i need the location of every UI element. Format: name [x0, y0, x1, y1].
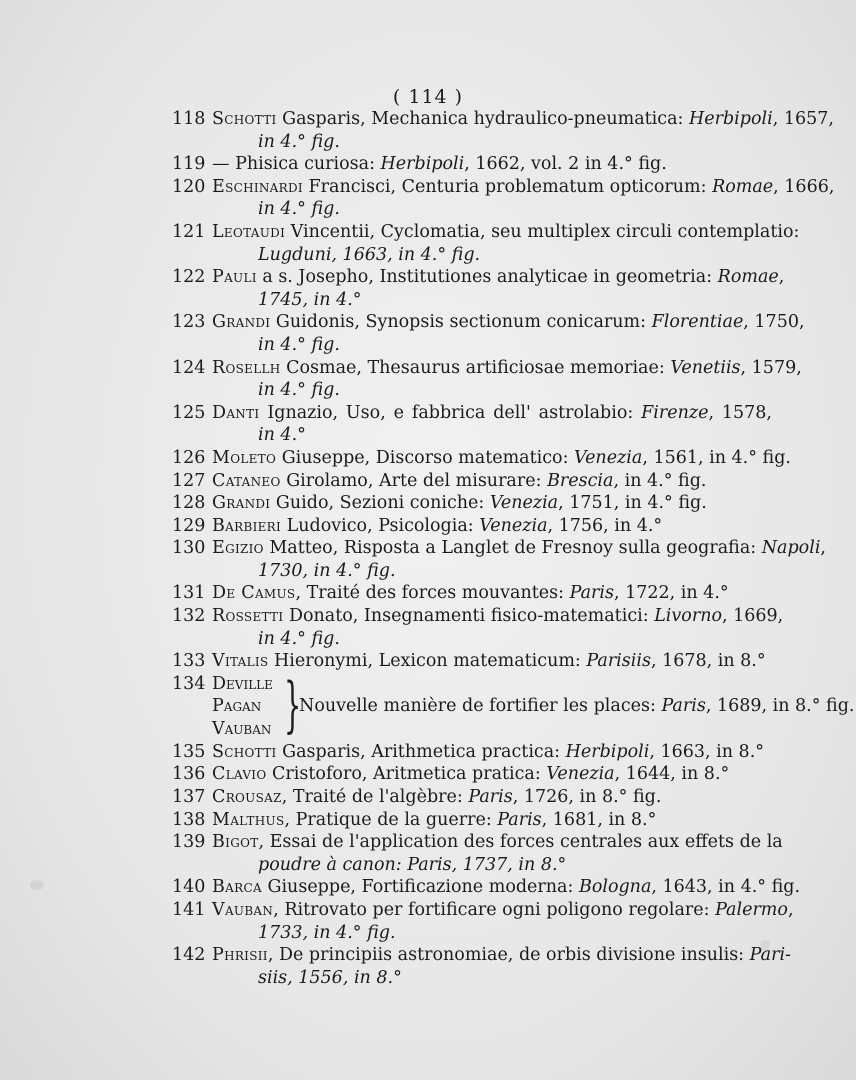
entry-place: Pari- — [749, 945, 791, 966]
entry-author: Vauban — [212, 900, 274, 920]
entry-imprint: , 1662, vol. 2 in 4.° fig. — [464, 154, 667, 175]
entry-author: Deville — [212, 673, 273, 694]
entry-title: Cosmae, Thesaurus artificiosae memoriae: — [280, 357, 671, 378]
entry-number: 122 — [172, 267, 206, 288]
entry-line — [212, 582, 772, 605]
entry-author: Schotti — [212, 109, 277, 129]
entry-title: Cristoforo, Aritmetica pratica: — [266, 764, 547, 785]
entry-imprint: , 1578, — [708, 402, 772, 423]
entry-line — [212, 537, 826, 560]
entry-line — [212, 447, 791, 470]
entry-place: Parisiis — [586, 651, 651, 672]
entry-title: Ludovico, Psicologia: — [281, 515, 480, 536]
entry-author: Schotti — [212, 741, 277, 762]
entry-place: Livorno — [654, 606, 722, 627]
entry-line — [212, 786, 772, 809]
catalogue-entry — [172, 470, 772, 493]
entry-place: Paris — [468, 787, 513, 808]
entry-number: 135 — [172, 741, 206, 762]
entry-title: Giuseppe, Discorso matematico: — [276, 447, 575, 468]
entry-line — [212, 809, 772, 832]
entry-line — [212, 266, 785, 289]
entry-place: Venezia — [489, 493, 559, 514]
entry-author: Malthus — [212, 809, 285, 830]
catalogue-entry — [172, 447, 791, 470]
entry-place: Bologna — [578, 877, 652, 898]
entry-line — [212, 899, 794, 922]
brace-glyph: } — [284, 669, 302, 740]
entry-author: Clavio — [212, 764, 267, 785]
catalogue-entry-group — [172, 669, 855, 741]
entry-author: Barbieri — [212, 515, 282, 536]
catalogue-entry — [172, 899, 794, 944]
entry-imprint: , 1756, in 4.° — [547, 515, 663, 536]
entry-author: Pauli — [212, 267, 257, 288]
entry-place: Paris — [661, 695, 706, 716]
entry-title: , Traité de l'algèbre: — [281, 787, 469, 808]
entry-author: Rosellh — [212, 357, 281, 378]
catalogue-entry — [172, 537, 826, 582]
catalogue-entry — [172, 650, 772, 673]
entry-imprint: , 1726, in 8.° fig. — [512, 787, 662, 808]
entry-line — [212, 311, 805, 334]
entry-line — [212, 831, 783, 854]
entry-number: 118 — [172, 109, 206, 129]
entry-number: 142 — [172, 945, 206, 966]
entry-number: 141 — [172, 900, 206, 920]
catalogue-entry — [172, 786, 772, 809]
entry-continuation: Lugduni, 1663, in 4.° fig. — [258, 244, 481, 265]
entry-author: Grandi — [212, 493, 271, 514]
entry-imprint: , 1657, — [772, 109, 834, 129]
entry-author: Eschinardi — [212, 176, 303, 197]
catalogue-entries — [172, 108, 855, 989]
entry-number: 139 — [172, 832, 206, 853]
group-authors — [212, 673, 273, 741]
entry-number: 134 — [172, 673, 206, 694]
entry-title: Gasparis, Mechanica hydraulico-pneumatica: — [276, 109, 689, 129]
entry-imprint: , 1561, in 4.° fig. — [642, 447, 791, 468]
entry-line — [212, 763, 772, 786]
entry-place: Napoli — [761, 538, 821, 559]
entry-title: Donato, Insegnamenti fisico-matematici: — [283, 606, 655, 627]
group-title — [299, 695, 854, 718]
entry-place: Firenze — [641, 402, 709, 423]
entry-imprint: , — [787, 900, 794, 920]
entry-author: Crousaz — [212, 787, 282, 808]
catalogue-entry — [172, 311, 805, 356]
entry-imprint: , 1678, in 8.° — [650, 651, 766, 672]
entry-continuation: in 4.° — [258, 425, 306, 446]
entry-place: Romae — [717, 267, 779, 288]
entry-imprint: , 1681, in 8.° — [541, 809, 657, 830]
entries-block-1 — [172, 108, 835, 673]
catalogue-entry — [172, 582, 772, 605]
entry-continuation: 1733, in 4.° fig. — [258, 922, 396, 943]
entry-number: 120 — [172, 176, 206, 197]
catalogue-entry — [172, 944, 791, 989]
entry-author: Egizio — [212, 538, 264, 559]
entry-title: Girolamo, Arte del misurare: — [280, 470, 548, 491]
entry-title: — Phisica curiosa: — [212, 154, 381, 175]
entry-title: Francisci, Centuria problematum opticorum: — [302, 176, 713, 197]
entry-continuation: 1730, in 4.° fig. — [258, 560, 396, 581]
catalogue-entry — [172, 492, 772, 515]
entry-number: 128 — [172, 493, 206, 514]
entry-author: Grandi — [212, 312, 271, 333]
catalogue-entry — [172, 741, 772, 764]
entry-continuation: in 4.° fig. — [258, 334, 340, 355]
entry-title: Matteo, Risposta a Langlet de Fresnoy sulla geografia: — [263, 538, 762, 559]
entry-author: Phrisii — [212, 945, 268, 966]
entry-place: Herbipoli — [380, 154, 465, 175]
entry-title: Vincentii, Cyclomatia, seu multiplex circuli contemplatio: — [285, 221, 800, 242]
entry-imprint: , 1722, in 4.° — [613, 583, 729, 604]
entry-title: , Pratique de la guerre: — [284, 809, 498, 830]
entry-place: Florentiae — [651, 312, 744, 333]
entry-place: Paris — [497, 809, 542, 830]
entry-title: Giuseppe, Fortificazione moderna: — [261, 877, 579, 898]
entry-number: 131 — [172, 583, 206, 604]
entry-number: 136 — [172, 764, 206, 785]
page-number: ( 114 ) — [392, 86, 464, 108]
entry-title: a s. Josepho, Institutiones analyticae in geometria: — [256, 267, 718, 288]
entry-title: Hieronymi, Lexicon matematicum: — [268, 651, 587, 672]
entry-number: 133 — [172, 651, 206, 672]
catalogue-entry — [172, 605, 784, 650]
entry-imprint: , 1689, in 8.° fig. — [705, 695, 855, 716]
entry-number: 129 — [172, 515, 206, 536]
entry-line — [212, 492, 772, 515]
entry-number: 137 — [172, 787, 206, 808]
entry-place: Venezia — [546, 764, 615, 785]
entry-author: De Camus — [212, 583, 296, 604]
entries-block-2 — [172, 741, 801, 990]
entry-line — [212, 108, 834, 131]
catalogue-entry — [172, 266, 785, 311]
entry-continuation: 1745, in 4.° — [258, 289, 362, 310]
entry-line — [212, 221, 800, 244]
entry-title: Nouvelle manière de fortifier les places: — [299, 695, 662, 716]
entry-imprint: , 1643, in 4.° fig. — [651, 877, 801, 898]
entry-imprint: , in 4.° fig. — [613, 470, 707, 491]
entry-title: Ignazio, Uso, e fabbrica dell' astrolabio: — [259, 402, 642, 423]
entry-imprint: , 1750, — [743, 312, 805, 333]
catalogue-entry — [172, 763, 772, 786]
catalogue-entry — [172, 809, 772, 832]
entry-imprint: , — [820, 538, 826, 559]
catalogue-entry — [172, 402, 772, 447]
entry-imprint: , 1644, in 8.° — [614, 764, 730, 785]
entry-line — [212, 357, 802, 380]
entry-line — [212, 176, 835, 199]
entry-line — [212, 741, 772, 764]
entry-imprint: , 1579, — [740, 357, 802, 378]
entry-imprint: , 1663, in 8.° — [649, 741, 765, 762]
entry-title: Guido, Sezioni coniche: — [270, 493, 490, 514]
entry-author: Vauban — [212, 719, 272, 740]
entry-author: Cataneo — [212, 470, 281, 491]
catalogue-entry — [172, 357, 802, 402]
entry-author: Bigot — [212, 832, 259, 853]
entry-place: Romae — [712, 176, 774, 197]
entry-place: Venezia — [479, 515, 548, 536]
entry-place: Venezia — [574, 447, 643, 468]
catalogue-entry — [172, 831, 783, 876]
entry-author: Danti — [212, 402, 260, 423]
catalogue-entry — [172, 176, 835, 221]
entry-title: , Ritrovato per fortificare ogni poligono regolare: — [273, 900, 716, 920]
entry-number: 132 — [172, 606, 206, 627]
entry-line — [212, 470, 772, 493]
entry-line — [212, 876, 801, 899]
entry-place: Brescia — [547, 470, 614, 491]
entry-place: Venetiis — [670, 357, 741, 378]
entry-number: 130 — [172, 538, 206, 559]
catalogue-entry — [172, 515, 772, 538]
entry-continuation: in 4.° fig. — [258, 628, 340, 649]
entry-title: , De principiis astronomiae, de orbis divisione insulis: — [267, 945, 750, 966]
entry-continuation: poudre à canon: Paris, 1737, in 8.° — [258, 854, 567, 875]
entry-title: Gasparis, Arithmetica practica: — [276, 741, 566, 762]
entry-number: 140 — [172, 877, 206, 898]
entry-author: Vitalis — [212, 651, 269, 672]
entry-place: Palermo — [715, 900, 788, 920]
entry-author: Leotaudi — [212, 221, 286, 242]
stain — [30, 880, 44, 890]
catalogue-entry — [172, 876, 801, 899]
entry-number: 125 — [172, 402, 206, 423]
entry-continuation: in 4.° fig. — [258, 380, 340, 401]
entry-continuation: in 4.° fig. — [258, 199, 340, 220]
entry-number: 138 — [172, 809, 206, 830]
entry-line — [212, 153, 772, 176]
entry-line — [212, 402, 772, 425]
entry-continuation: siis, 1556, in 8.° — [258, 967, 402, 988]
entry-number: 127 — [172, 470, 206, 491]
entry-title: , Essai de l'application des forces centrales aux effets de la — [258, 832, 783, 853]
entry-place: Paris — [569, 583, 614, 604]
entry-author: Barca — [212, 877, 262, 898]
entry-author: Moleto — [212, 447, 277, 468]
entry-imprint: , — [778, 267, 785, 288]
entry-author: Rossetti — [212, 606, 284, 627]
entry-place: Herbipoli — [688, 109, 773, 129]
entry-imprint: , 1751, in 4.° fig. — [558, 493, 707, 514]
entry-line — [212, 515, 772, 538]
entry-place: Herbipoli — [565, 741, 650, 762]
entry-line — [212, 605, 784, 628]
entry-continuation: in 4.° fig. — [258, 131, 340, 152]
entry-line — [212, 944, 791, 967]
entry-number: 121 — [172, 221, 206, 242]
entry-title: , Traité des forces mouvantes: — [295, 583, 570, 604]
catalogue-entry — [172, 221, 800, 266]
entry-number: 124 — [172, 357, 206, 378]
entry-title: Guidonis, Synopsis sectionum conicarum: — [270, 312, 652, 333]
catalogue-entry — [172, 153, 772, 176]
entry-imprint: , 1669, — [722, 606, 784, 627]
catalogue-entry — [172, 108, 834, 153]
entry-author: Pagan — [212, 696, 262, 717]
entry-imprint: , 1666, — [773, 176, 835, 197]
entry-number: 123 — [172, 312, 206, 333]
entry-number: 126 — [172, 447, 206, 468]
entry-number: 119 — [172, 154, 206, 175]
